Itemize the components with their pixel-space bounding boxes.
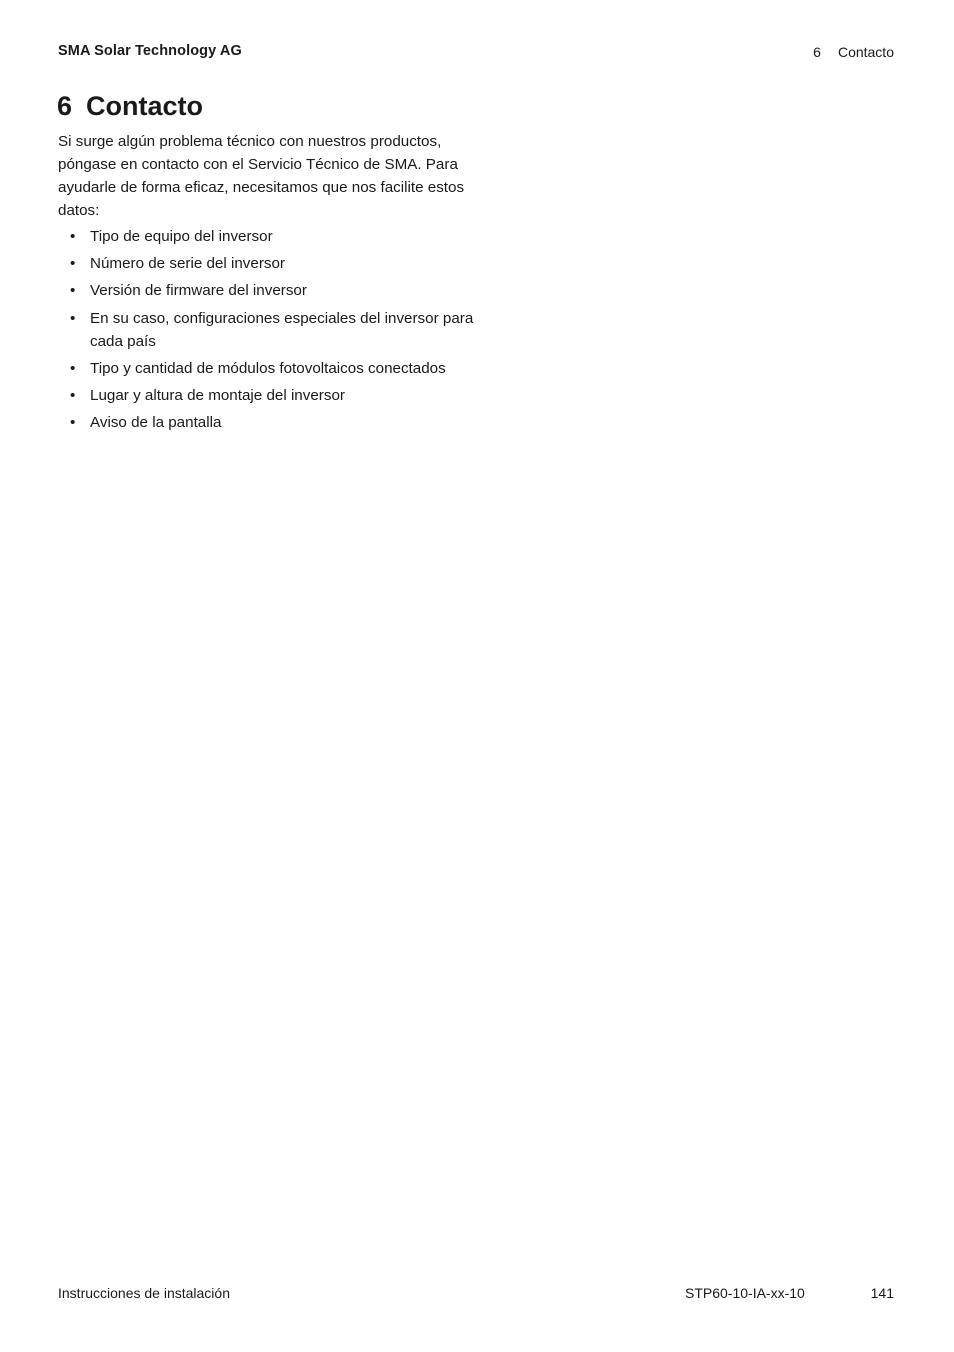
footer-doc-type: Instrucciones de instalación [58, 1285, 230, 1301]
footer-doc-code: STP60-10-IA-xx-10 [685, 1285, 805, 1301]
list-item [58, 384, 478, 407]
list-item-text: Tipo y cantidad de módulos fotovoltaicos conectados [90, 359, 446, 377]
list-item [58, 307, 478, 353]
chapter-number: 6 [57, 91, 73, 121]
header-section-name: Contacto [837, 44, 894, 60]
list-item-text: Aviso de la pantalla [90, 414, 222, 432]
chapter-title [57, 91, 203, 122]
list-item [58, 279, 478, 302]
bullet-icon: • [70, 386, 76, 404]
header-section-number: 6 [813, 44, 821, 60]
bullet-icon: • [70, 228, 76, 245]
list-item-text: Tipo de equipo del inversor [90, 228, 273, 245]
bullet-icon: • [70, 414, 76, 432]
bullet-icon: • [70, 359, 76, 377]
list-item [58, 357, 478, 380]
bullet-icon: • [70, 255, 76, 273]
data-list [58, 225, 478, 438]
list-item [58, 225, 478, 248]
chapter-name: Contacto [86, 91, 204, 121]
list-item [58, 411, 478, 434]
list-item-text: Versión de firmware del inversor [90, 282, 307, 300]
page-number: 141 [870, 1285, 894, 1301]
intro-paragraph: Si surge algún problema técnico con nuestros productos, póngase en contacto con el Servicio Técnico de SMA. Para ayudarle de forma eficaz, necesitamos que nos facilite estos datos: [58, 133, 465, 219]
bullet-icon: • [70, 309, 76, 327]
header-company: SMA Solar Technology AG [58, 43, 242, 59]
list-item [58, 252, 478, 275]
list-item-text: En su caso, configuraciones especiales del inversor para cada país [90, 309, 474, 350]
bullet-icon: • [70, 282, 76, 300]
list-item-text: Número de serie del inversor [90, 255, 285, 273]
header-section [813, 44, 894, 60]
list-item-text: Lugar y altura de montaje del inversor [90, 386, 345, 404]
